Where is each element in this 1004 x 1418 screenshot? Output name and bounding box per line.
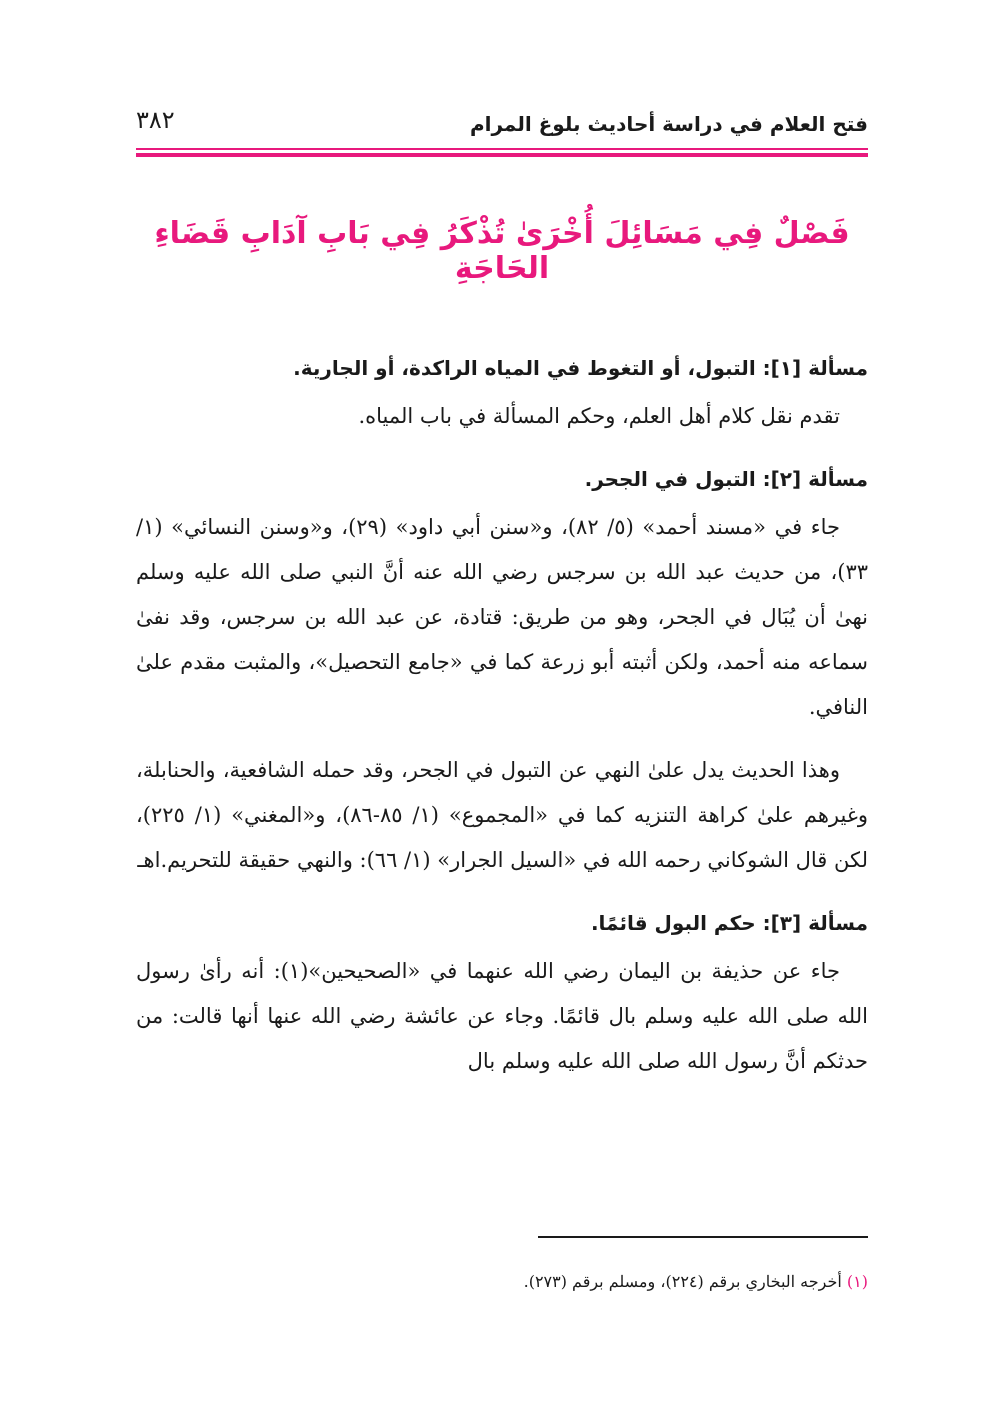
header-rule-bottom	[136, 153, 868, 157]
issue-title: حكم البول قائمًا.	[590, 911, 756, 935]
issue-heading-1	[136, 352, 868, 384]
page-header	[136, 104, 868, 144]
issue-heading-3	[136, 907, 868, 939]
issue-label: مسألة [٣]:	[762, 911, 868, 935]
footnote-rule	[538, 1236, 868, 1238]
page-number: ٣٨٢	[136, 106, 175, 134]
issue-label: مسألة [١]:	[762, 356, 868, 380]
issue-label: مسألة [٢]:	[762, 467, 868, 491]
paragraph: جاء عن حذيفة بن اليمان رضي الله عنهما في «الصحيحين»(١): أنه رأىٰ رسول الله صلى الله عليه وسلم بال قائمًا. وجاء عن عائشة رضي الله عنها أنها قالت: من حدثكم أنَّ رسول الله صلى الله عليه وسلم بال	[136, 959, 868, 1073]
section-title: فَصْلٌ فِي مَسَائِلَ أُخْرَىٰ تُذْكَرُ فِي بَابِ آدَابِ قَضَاءِ الحَاجَةِ	[154, 216, 850, 286]
paragraph: وهذا الحديث يدل علىٰ النهي عن التبول في الجحر، وقد حمله الشافعية، والحنابلة، وغيرهم علىٰ كراهة التنزيه كما في «المجموع» (١/ ٨٥-٨٦)، و«المغني» (١/ ٢٢٥)، لكن قال الشوكاني رحمه الله في «السيل الجرار» (١/ ٦٦): والنهي حقيقة للتحريم.اهـ	[136, 758, 868, 872]
footnote-text: أخرجه البخاري برقم (٢٢٤)، ومسلم برقم (٢٧٣).	[523, 1272, 842, 1291]
running-title: فتح العلام في دراسة أحاديث بلوغ المرام	[469, 112, 868, 136]
paragraph: جاء في «مسند أحمد» (٥/ ٨٢)، و«سنن أبي داود» (٢٩)، و«وسنن النسائي» (١/ ٣٣)، من حديث عبد الله بن سرجس رضي الله عنه أنَّ النبي صلى الله عليه وسلم نهىٰ أن يُبَال في الجحر، وهو من طريق: قتادة، عن عبد الله بن سرجس، وقد نفىٰ سماعه منه أحمد، ولكن أثبته أبو زرعة كما في «جامع التحصيل»، والمثبت مقدم علىٰ النافي.	[136, 515, 868, 719]
issue-title: التبول، أو التغوط في المياه الراكدة، أو الجارية.	[293, 356, 756, 380]
footnote-number: (١)	[846, 1272, 868, 1291]
header-rule-top	[136, 148, 868, 150]
main-text	[136, 352, 868, 1084]
footnote	[136, 1270, 868, 1294]
issue-heading-2	[136, 463, 868, 495]
paragraph: تقدم نقل كلام أهل العلم، وحكم المسألة في باب المياه.	[358, 404, 840, 428]
issue-title: التبول في الجحر.	[584, 467, 756, 491]
